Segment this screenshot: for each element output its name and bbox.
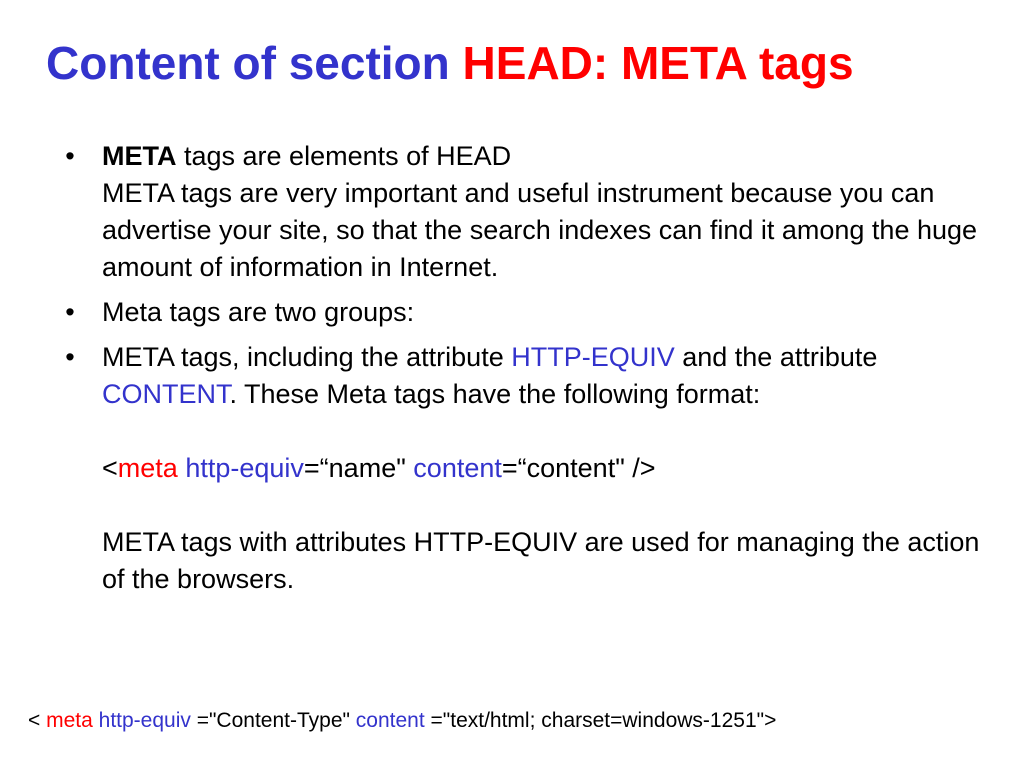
code-attr-http-equiv: http-equiv — [98, 709, 191, 732]
code-attr-content: content — [413, 453, 502, 483]
code-attr-content: content — [355, 709, 425, 732]
code-value: ="text/html; charset=windows-1251"> — [424, 709, 777, 732]
bullet-item-http-equiv — [60, 339, 980, 598]
bullet-text: META tags, including the attribute — [102, 342, 512, 372]
bold-term: META — [102, 141, 177, 171]
spacer — [102, 487, 980, 524]
code-value: ="Content-Type" — [190, 709, 356, 732]
code-tag: meta — [117, 453, 178, 483]
bullet-line — [102, 138, 980, 175]
code-bracket: < — [102, 453, 118, 483]
code-example — [102, 450, 980, 487]
bullet-item-groups — [60, 294, 980, 331]
code-attr-http-equiv: http-equiv — [185, 453, 304, 483]
bullet-dot: • — [65, 141, 75, 171]
footer-code-example — [28, 707, 776, 735]
bullet-dot: • — [65, 342, 75, 372]
title-part-red: HEAD: META tags — [462, 37, 854, 89]
title-part-blue: Content of section — [46, 37, 463, 89]
code-bracket: < — [28, 709, 47, 732]
bullet-text: . These Meta tags have the following format: — [229, 379, 761, 409]
code-value: =“name" — [303, 453, 414, 483]
bullet-paragraph: META tags with attributes HTTP-EQUIV are used for managing the action of the browsers. — [102, 527, 980, 594]
keyword-content: CONTENT — [102, 379, 230, 409]
bullet-text: and the attribute — [674, 342, 878, 372]
bullet-dot: • — [65, 297, 75, 327]
bullet-paragraph — [102, 339, 980, 413]
code-tag: meta — [46, 709, 93, 732]
bullet-paragraph: META tags are very important and useful instrument because you can advertise your site, so that the search indexes can find it among the huge amount of information in Internet. — [102, 178, 978, 282]
bullet-list — [60, 138, 980, 606]
bullet-text: Meta tags are two groups: — [102, 297, 415, 327]
slide-title — [46, 36, 854, 91]
bullet-item-meta-intro — [60, 138, 980, 286]
bullet-text: tags are elements of HEAD — [176, 141, 512, 171]
code-value: =“content" /> — [501, 453, 656, 483]
spacer — [102, 413, 980, 450]
keyword-http-equiv: HTTP-EQUIV — [511, 342, 675, 372]
